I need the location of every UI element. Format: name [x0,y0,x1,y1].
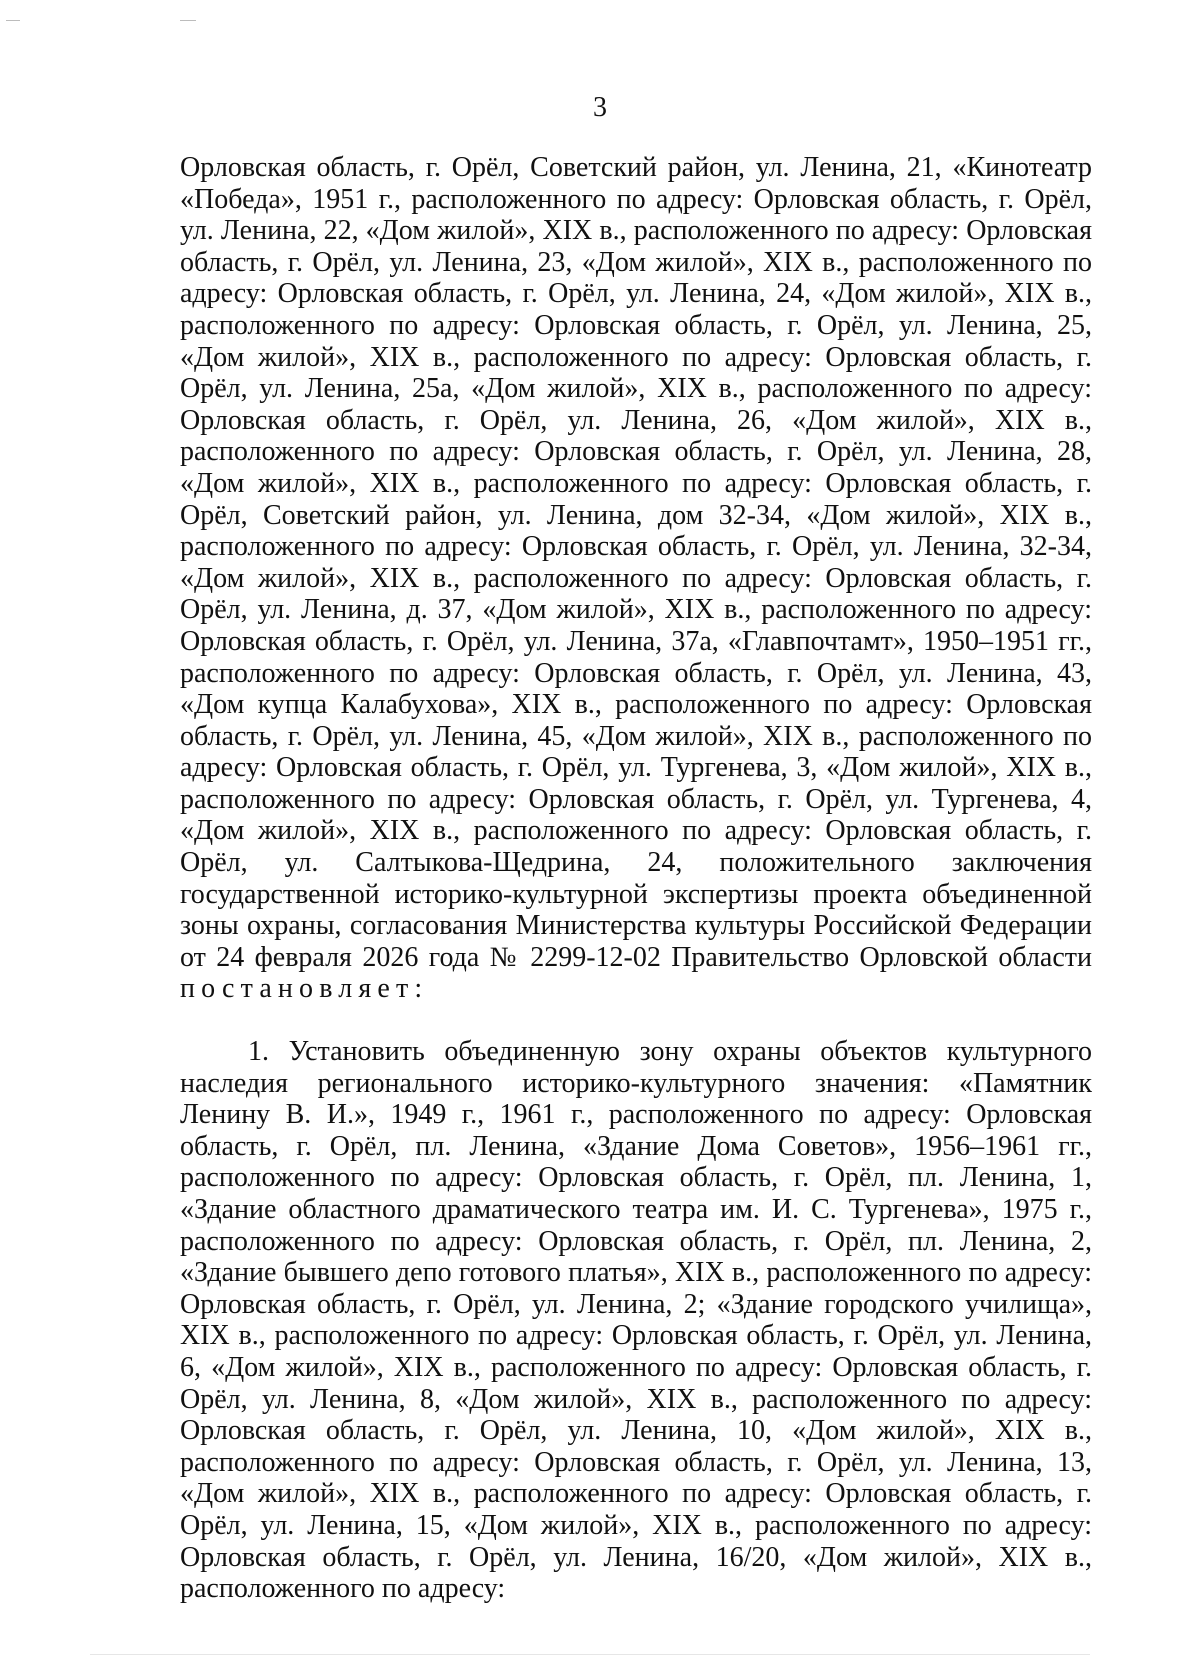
paragraph-item-1 [180,1036,1092,1605]
decree-colon: : [414,973,423,1005]
scan-artifact-bottom [90,1654,1090,1655]
paragraph-item-1-text: 1. Установить объединенную зону охраны объектов культурного наследия регионального историко-культурного значения: «Памятник Ленину В. И.», 1949 г., 1961 г., расположенного по адресу: Орловская область, г. Орёл, пл. Ленина, «Здание Дома Советов», 1956–1961 гг., расположенного по адресу: Орловская область, г. Орёл, пл. Ленина, 1, «Здание областного драматического театра им. И. С. Тургенева», 1975 г., расположенного по адресу: Орловская область, г. Орёл, пл. Ленина, 2, «Здание бывшего депо готового платья», XIX в., расположенного по адресу: Орловская область, г. Орёл, ул. Ленина, 2; «Здание городского училища», XIX в., расположенного по адресу: Орловская область, г. Орёл, ул. Ленина, 6, «Дом жилой», XIX в., расположенного по адресу: Орловская область, г. Орёл, ул. Ленина, 8, «Дом жилой», XIX в., расположенного по адресу: Орловская область, г. Орёл, ул. Ленина, 10, «Дом жилой», XIX в., расположенного по адресу: Орловская область, г. Орёл, ул. Ленина, 13, «Дом жилой», XIX в., расположенного по адресу: Орловская область, г. Орёл, ул. Ленина, 15, «Дом жилой», XIX в., расположенного по адресу: Орловская область, г. Орёл, ул. Ленина, 16/20, «Дом жилой», XIX в., расположенного по адресу: [180,1036,1092,1605]
page-number: 3 [593,92,607,123]
paragraph-preamble [180,152,1092,1005]
document-body [180,152,1092,1605]
scan-artifact-top [6,20,20,21]
scan-artifact-top-2 [180,20,196,21]
decree-word: постановляет [180,973,415,1005]
paragraph-preamble-text: Орловская область, г. Орёл, Советский район, ул. Ленина, 21, «Кинотеатр «Победа», 1951 г., расположенного по адресу: Орловская область, г. Орёл, ул. Ленина, 22, «Дом жилой», XIX в., расположенного по адресу: Орловская область, г. Орёл, ул. Ленина, 23, «Дом жилой», XIX в., расположенного по адресу: Орловская область, г. Орёл, ул. Ленина, 24, «Дом жилой», XIX в., расположенного по адресу: Орловская область, г. Орёл, ул. Ленина, 25, «Дом жилой», XIX в., расположенного по адресу: Орловская область, г. Орёл, ул. Ленина, 25а, «Дом жилой», XIX в., расположенного по адресу: Орловская область, г. Орёл, ул. Ленина, 26, «Дом жилой», XIX в., расположенного по адресу: Орловская область, г. Орёл, ул. Ленина, 28, «Дом жилой», XIX в., расположенного по адресу: Орловская область, г. Орёл, Советский район, ул. Ленина, дом 32-34, «Дом жилой», XIX в., расположенного по адресу: Орловская область, г. Орёл, ул. Ленина, 32-34, «Дом жилой», XIX в., расположенного по адресу: Орловская область, г. Орёл, ул. Ленина, д. 37, «Дом жилой», XIX в., расположенного по адресу: Орловская область, г. Орёл, ул. Ленина, 37а, «Главпочтамт», 1950–1951 гг., расположенного по адресу: Орловская область, г. Орёл, ул. Ленина, 43, «Дом купца Калабухова», XIX в., расположенного по адресу: Орловская область, г. Орёл, ул. Ленина, 45, «Дом жилой», XIX в., расположенного по адресу: Орловская область, г. Орёл, ул. Тургенева, 3, «Дом жилой», XIX в., расположенного по адресу: Орловская область, г. Орёл, ул. Тургенева, 4, «Дом жилой», XIX в., расположенного по адресу: Орловская область, г. Орёл, ул. Салтыкова-Щедрина, 24, положительного заключения государственной историко-культурной экспертизы проекта объединенной зоны охраны, согласования Министерства культуры Российской Федерации от 24 февраля 2026 года № 2299-12-02 Правительство Орловской области [180,152,1092,973]
